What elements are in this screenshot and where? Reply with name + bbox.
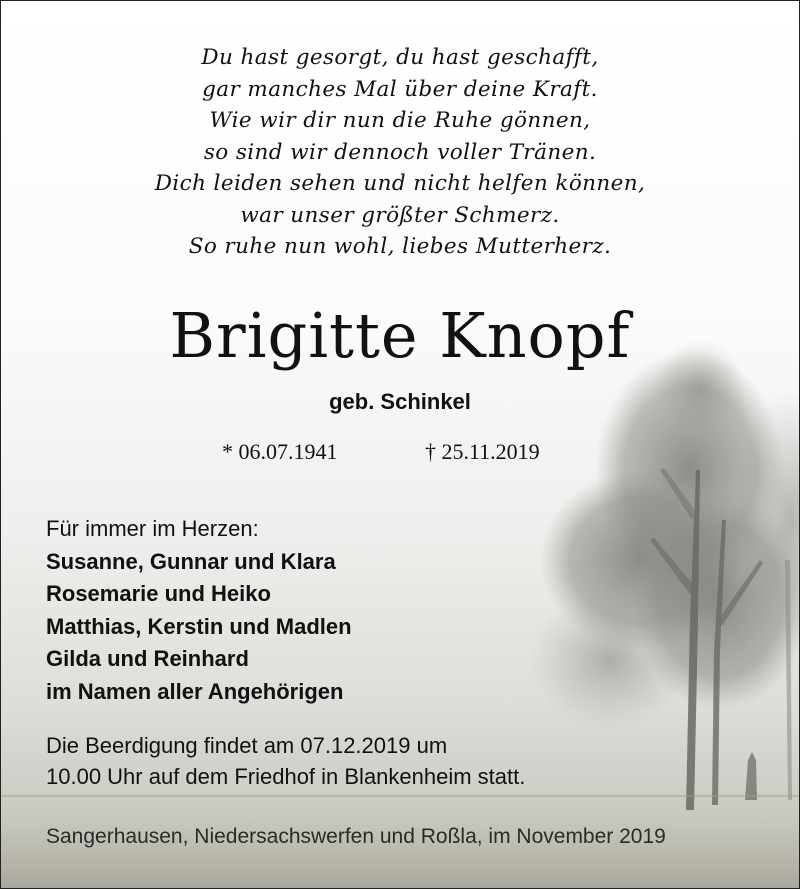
mourner-name: Susanne, Gunnar und Klara [46, 548, 336, 574]
mourners-intro: Für immer im Herzen: [46, 516, 259, 541]
funeral-notice [46, 730, 525, 792]
funeral-line: Die Beerdigung findet am 07.12.2019 um [46, 733, 448, 758]
place-and-date: Sangerhausen, Niedersachswerfen und Roßla, im November 2019 [46, 825, 666, 848]
poem-line: So ruhe nun wohl, liebes Mutterherz. [188, 234, 612, 259]
poem [0, 42, 800, 263]
poem-line: Du hast gesorgt, du hast geschafft, [201, 45, 599, 70]
mourner-name: Gilda und Reinhard [46, 646, 249, 671]
mourners-block [46, 513, 352, 708]
funeral-line: 10.00 Uhr auf dem Friedhof in Blankenheim statt. [46, 764, 526, 789]
poem-line: Dich leiden sehen und nicht helfen können, [154, 171, 646, 196]
mourner-name: Matthias, Kerstin und Madlen [46, 613, 352, 639]
maiden-name: geb. Schinkel [329, 389, 471, 414]
poem-line: gar manches Mal über deine Kraft. [202, 76, 598, 102]
deceased-name: Brigitte Knopf [169, 299, 631, 372]
poem-line: so sind wir dennoch voller Tränen. [203, 139, 597, 165]
death-date: † 25.11.2019 [425, 439, 540, 464]
mourner-name: Rosemarie und Heiko [46, 581, 271, 606]
poem-line: war unser größter Schmerz. [240, 202, 560, 228]
mourner-name: im Namen aller Angehörigen [46, 678, 344, 704]
birth-date: * 06.07.1941 [222, 439, 338, 464]
poem-line: Wie wir dir nun die Ruhe gönnen, [209, 108, 591, 133]
